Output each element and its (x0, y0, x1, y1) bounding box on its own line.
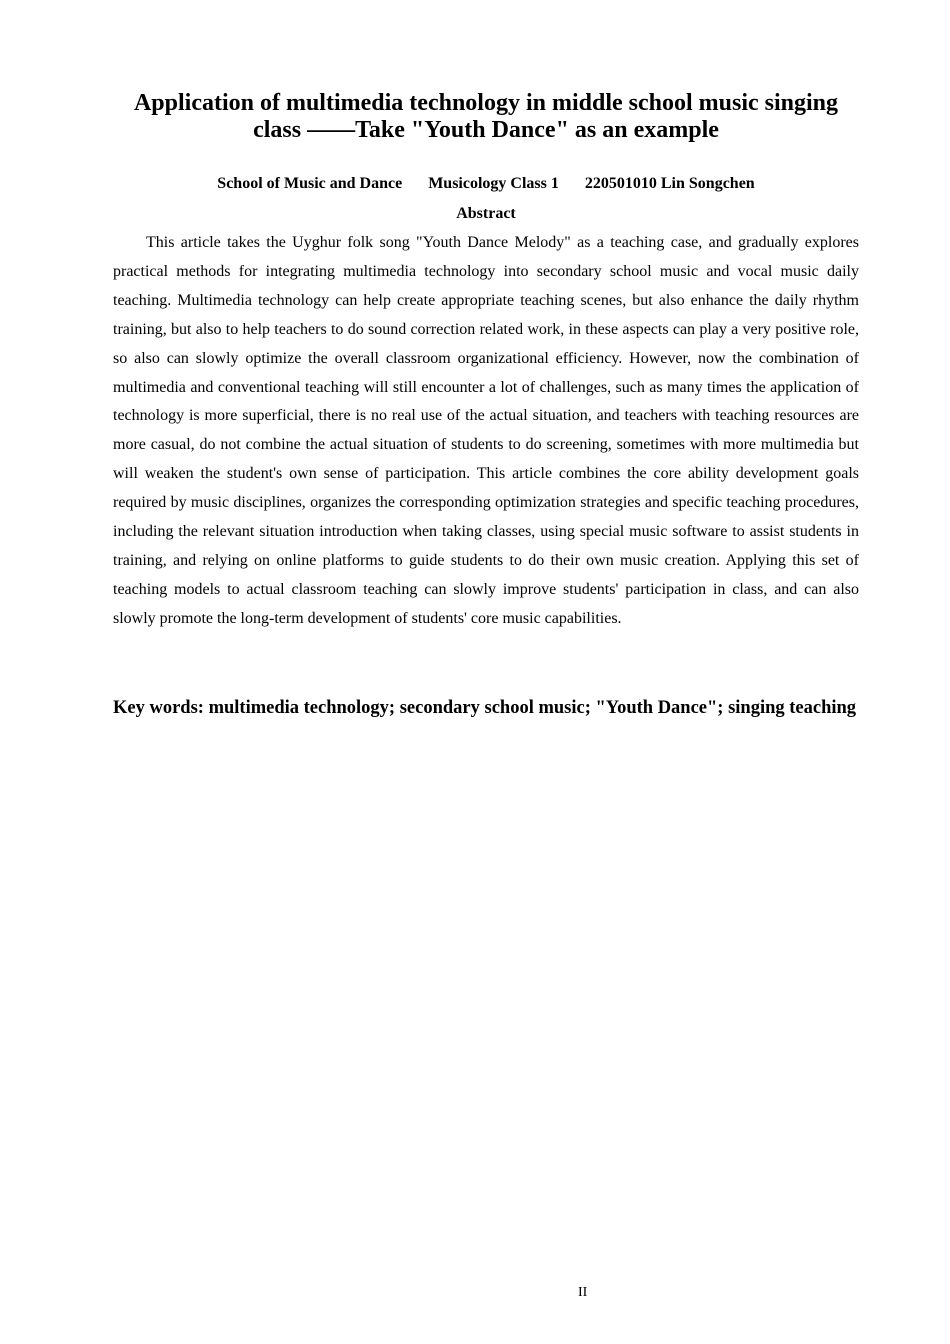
byline-student: 220501010 Lin Songchen (584, 175, 755, 192)
keywords-line: Key words: multimedia technology; secondary school music; "Youth Dance"; singing teaching (113, 698, 857, 718)
document-title: Application of multimedia technology in middle school music singing class ——Take "Youth Dance" as an example (133, 90, 839, 143)
byline-class: Musicology Class 1 (428, 175, 559, 192)
author-byline (113, 174, 859, 194)
byline-school: School of Music and Dance (217, 175, 403, 192)
page-number: II (578, 1285, 588, 1300)
abstract-paragraph: This article takes the Uyghur folk song "Youth Dance Melody" as a teaching case, and gradually explores practical methods for integrating multimedia technology into secondary school music and vocal music daily teaching. Multimedia technology can help create appropriate teaching scenes, but also enhance the daily rhythm training, but also to help teachers to do sound correction related work, in these aspects can play a very positive role, so also can slowly optimize the overall classroom organizational efficiency. However, now the combination of multimedia and conventional teaching will still encounter a lot of challenges, such as many times the application of technology is more superficial, there is no real use of the actual situation, and teachers with teaching resources are more casual, do not combine the actual situation of students to do screening, sometimes with more multimedia but will weaken the student's own sense of participation. This article combines the core ability development goals required by music disciplines, organizes the corresponding optimization strategies and specific teaching procedures, including the relevant situation introduction when taking classes, using special music software to assist students in training, and relying on online platforms to guide students to do their own music creation. Applying this set of teaching models to actual classroom teaching can slowly improve students' participation in class, and can also slowly promote the long-term development of students' core music capabilities. (113, 234, 859, 627)
abstract-heading: Abstract (456, 205, 516, 222)
